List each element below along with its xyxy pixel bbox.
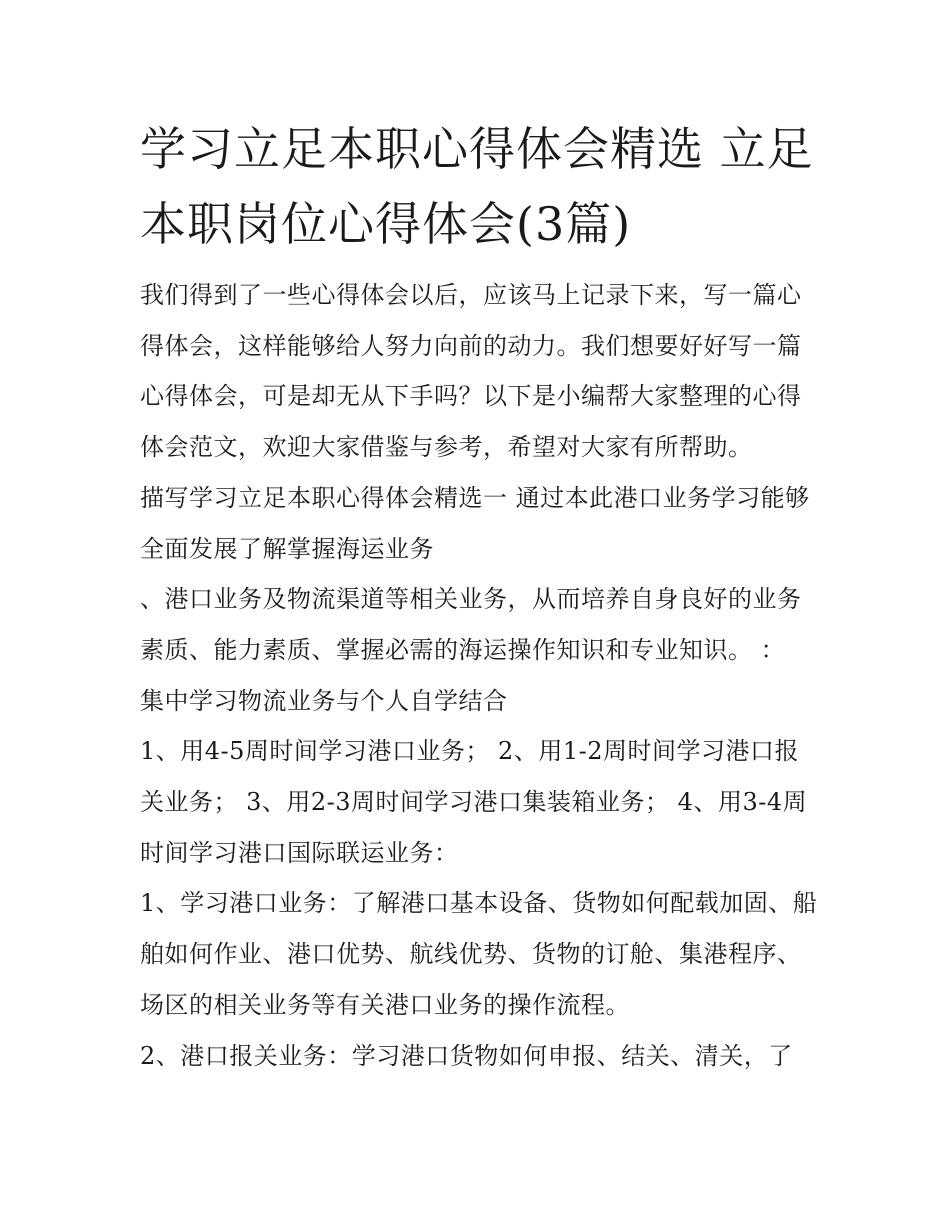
paragraph-schedule: 1、用4-5周时间学习港口业务； 2、用1-2周时间学习港口报关业务； 3、用2-3周时间学习港口集装箱业务； 4、用3-4周时间学习港口国际联运业务： — [140, 737, 808, 867]
paragraph-intro: 我们得到了一些心得体会以后，应该马上记录下来，写一篇心得体会，这样能够给人努力向前的动力。我们想要好好写一篇心得体会，可是却无从下手吗？以下是小编帮大家整理的心得体会范文，欢迎大家借鉴与参考，希望对大家有所帮助。 — [140, 281, 802, 462]
paragraph-study-method: 集中学习物流业务与个人自学结合 — [140, 686, 508, 715]
paragraph-section-one: 描写学习立足本职心得体会精选一 通过本此港口业务学习能够全面发展了解掌握海运业务 — [140, 483, 810, 563]
paragraph-customs: 2、港口报关业务：学习港口货物如何申报、结关、清关，了 — [140, 1041, 793, 1070]
document-page — [140, 112, 820, 1081]
document-title: 学习立足本职心得体会精选 立足本职岗位心得体会(3篇) — [140, 122, 814, 251]
paragraph-port-business: 1、学习港口业务：了解港口基本设备、货物如何配载加固、船舶如何作业、港口优势、航线优势、货物的订舱、集港程序、场区的相关业务等有关港口业务的操作流程。 — [140, 889, 818, 1019]
paragraph-business-scope: 、港口业务及物流渠道等相关业务，从而培养自身良好的业务素质、能力素质、掌握必需的海运操作知识和专业知识。 ： — [140, 585, 802, 664]
